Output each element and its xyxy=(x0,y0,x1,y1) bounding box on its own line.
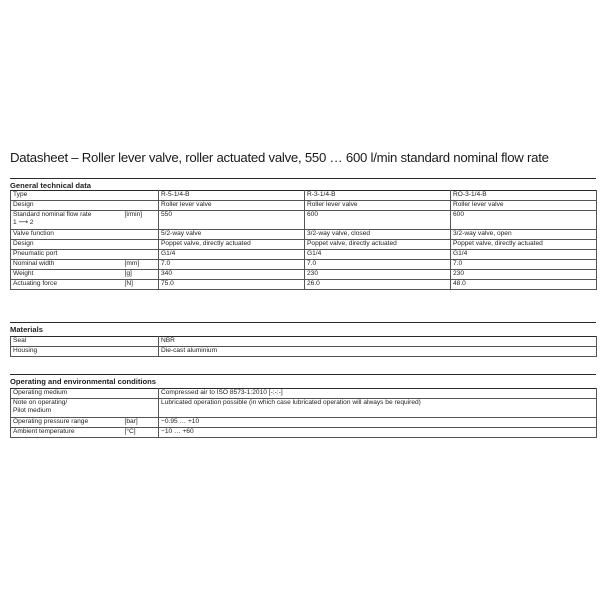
row-unit xyxy=(123,240,159,250)
table-row xyxy=(11,260,597,270)
table-row xyxy=(11,240,597,250)
table-row xyxy=(11,230,597,240)
cell: 550 xyxy=(159,211,305,230)
row-label: Note on operating/ Pilot medium xyxy=(11,399,123,418)
cell: 340 xyxy=(159,270,305,280)
table-row xyxy=(11,389,597,399)
cell: 230 xyxy=(451,270,597,280)
cell: Roller lever valve xyxy=(305,201,451,211)
header-label: Type xyxy=(11,191,123,201)
section-title-general: General technical data xyxy=(10,178,596,190)
section-title-operating: Operating and environmental conditions xyxy=(10,374,596,386)
table-row xyxy=(11,250,597,260)
cell: 48.0 xyxy=(451,280,597,290)
row-unit: [l/min] xyxy=(123,211,159,230)
row-label: Housing xyxy=(11,347,159,357)
cell: −10 … +60 xyxy=(159,428,597,438)
cell: Poppet valve, directly actuated xyxy=(451,240,597,250)
row-label: Operating pressure range xyxy=(11,418,123,428)
cell: Compressed air to ISO 8573-1:2010 [-:-:-] xyxy=(159,389,597,399)
cell: G1/4 xyxy=(451,250,597,260)
cell: Lubricated operation possible (in which case lubricated operation will always be required) xyxy=(159,399,597,418)
row-unit: [°C] xyxy=(123,428,159,438)
row-unit xyxy=(123,250,159,260)
cell: 3/2-way valve, closed xyxy=(305,230,451,240)
cell: Poppet valve, directly actuated xyxy=(159,240,305,250)
general-technical-data-table xyxy=(10,190,597,290)
table-row xyxy=(11,399,597,418)
type-header: R-3-1/4-B xyxy=(305,191,451,201)
section-title-materials: Materials xyxy=(10,322,596,334)
row-label: Nominal width xyxy=(11,260,123,270)
cell: 600 xyxy=(451,211,597,230)
row-unit: [N] xyxy=(123,280,159,290)
row-label: Standard nominal flow rate 1 ⟶ 2 xyxy=(11,211,123,230)
materials-table xyxy=(10,336,597,357)
row-unit xyxy=(123,201,159,211)
table-row xyxy=(11,270,597,280)
cell: 230 xyxy=(305,270,451,280)
row-label: Design xyxy=(11,201,123,211)
row-unit: [bar] xyxy=(123,418,159,428)
cell: Roller lever valve xyxy=(451,201,597,211)
cell: Die-cast aluminium xyxy=(159,347,597,357)
table-row xyxy=(11,347,597,357)
row-unit: [g] xyxy=(123,270,159,280)
cell: 600 xyxy=(305,211,451,230)
type-header: R-5-1/4-B xyxy=(159,191,305,201)
row-unit xyxy=(123,389,159,399)
cell: 5/2-way valve xyxy=(159,230,305,240)
row-unit xyxy=(123,230,159,240)
table-row xyxy=(11,428,597,438)
table-row xyxy=(11,211,597,230)
row-label: Pneumatic port xyxy=(11,250,123,260)
page-title: Datasheet – Roller lever valve, roller actuated valve, 550 … 600 l/min standard nominal flow rate xyxy=(10,150,549,165)
row-label: Valve function xyxy=(11,230,123,240)
row-label: Operating medium xyxy=(11,389,123,399)
row-label: Seal xyxy=(11,337,159,347)
row-unit: [mm] xyxy=(123,260,159,270)
cell: 75.0 xyxy=(159,280,305,290)
cell: 26.0 xyxy=(305,280,451,290)
row-label: Design xyxy=(11,240,123,250)
table-row xyxy=(11,201,597,211)
cell: 7.0 xyxy=(159,260,305,270)
operating-conditions-table xyxy=(10,388,597,438)
cell: −0.95 … +10 xyxy=(159,418,597,428)
row-label: Actuating force xyxy=(11,280,123,290)
cell: G1/4 xyxy=(305,250,451,260)
cell: 3/2-way valve, open xyxy=(451,230,597,240)
cell: NBR xyxy=(159,337,597,347)
table-row xyxy=(11,337,597,347)
table-row xyxy=(11,418,597,428)
cell: Poppet valve, directly actuated xyxy=(305,240,451,250)
row-label: Weight xyxy=(11,270,123,280)
type-header: RO-3-1/4-B xyxy=(451,191,597,201)
cell: 7.0 xyxy=(305,260,451,270)
row-unit xyxy=(123,399,159,418)
row-label: Ambient temperature xyxy=(11,428,123,438)
cell: 7.0 xyxy=(451,260,597,270)
table-row-header xyxy=(11,191,597,201)
table-row xyxy=(11,280,597,290)
cell: G1/4 xyxy=(159,250,305,260)
cell: Roller lever valve xyxy=(159,201,305,211)
